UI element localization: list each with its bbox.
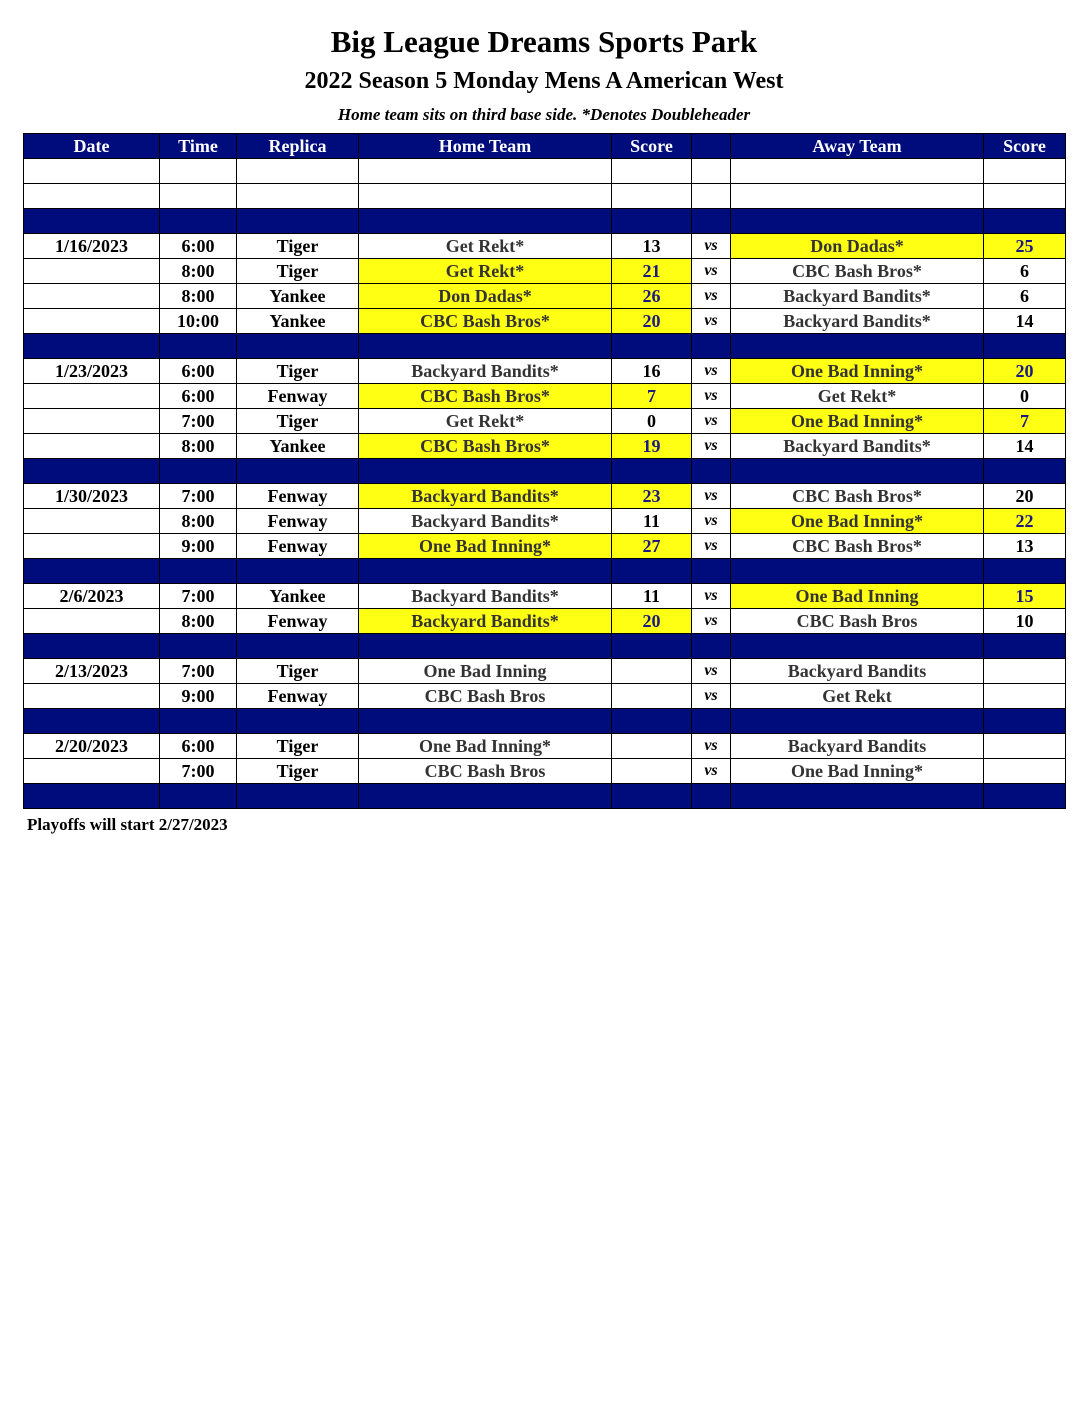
home-score-cell: 19	[612, 434, 692, 459]
away-score-cell: 22	[984, 509, 1066, 534]
separator-cell	[359, 784, 612, 809]
replica-cell: Tiger	[237, 409, 359, 434]
away-score-cell: 20	[984, 359, 1066, 384]
away-team-cell: Backyard Bandits	[731, 734, 984, 759]
away-score-cell: 13	[984, 534, 1066, 559]
schedule-note: Home team sits on third base side. *Denotes Doubleheader	[337, 105, 751, 124]
separator-cell	[612, 634, 692, 659]
separator-cell	[160, 459, 237, 484]
replica-cell: Tiger	[237, 259, 359, 284]
game-row	[24, 684, 1066, 709]
separator-cell	[612, 559, 692, 584]
col-home-score: Score	[612, 134, 692, 159]
game-row	[24, 409, 1066, 434]
separator-cell	[612, 209, 692, 234]
page-subtitle: 2022 Season 5 Monday Mens A American West	[304, 68, 784, 94]
replica-cell: Fenway	[237, 384, 359, 409]
week-separator-row	[24, 334, 1066, 359]
separator-cell	[731, 559, 984, 584]
col-date: Date	[24, 134, 160, 159]
separator-cell	[692, 334, 731, 359]
blank-cell	[24, 184, 160, 209]
home-score-cell: 11	[612, 584, 692, 609]
home-team-cell: One Bad Inning	[359, 659, 612, 684]
home-team-cell: Backyard Bandits*	[359, 484, 612, 509]
separator-cell	[24, 459, 160, 484]
date-cell	[24, 384, 160, 409]
separator-cell	[612, 784, 692, 809]
home-team-cell: Backyard Bandits*	[359, 509, 612, 534]
date-cell: 1/23/2023	[24, 359, 160, 384]
away-team-cell: Backyard Bandits*	[731, 434, 984, 459]
time-cell: 7:00	[160, 484, 237, 509]
separator-cell	[160, 634, 237, 659]
time-cell: 6:00	[160, 734, 237, 759]
time-cell: 7:00	[160, 659, 237, 684]
blank-cell	[692, 184, 731, 209]
time-cell: 10:00	[160, 309, 237, 334]
separator-cell	[160, 559, 237, 584]
separator-cell	[160, 709, 237, 734]
away-team-cell: Get Rekt*	[731, 384, 984, 409]
separator-cell	[731, 334, 984, 359]
vs-cell: vs	[692, 584, 731, 609]
schedule-table	[23, 133, 1066, 809]
separator-cell	[237, 459, 359, 484]
col-away-score: Score	[984, 134, 1066, 159]
time-cell: 8:00	[160, 509, 237, 534]
game-row	[24, 284, 1066, 309]
replica-cell: Tiger	[237, 359, 359, 384]
blank-cell	[237, 159, 359, 184]
vs-cell: vs	[692, 534, 731, 559]
away-team-cell: CBC Bash Bros*	[731, 534, 984, 559]
separator-cell	[160, 784, 237, 809]
game-row	[24, 659, 1066, 684]
vs-cell: vs	[692, 259, 731, 284]
vs-cell: vs	[692, 484, 731, 509]
date-cell: 2/6/2023	[24, 584, 160, 609]
separator-cell	[359, 709, 612, 734]
home-team-cell: Backyard Bandits*	[359, 584, 612, 609]
separator-cell	[359, 634, 612, 659]
blank-cell	[731, 159, 984, 184]
home-team-cell: CBC Bash Bros*	[359, 384, 612, 409]
away-score-cell: 14	[984, 434, 1066, 459]
home-score-cell: 26	[612, 284, 692, 309]
home-team-cell: CBC Bash Bros	[359, 684, 612, 709]
blank-cell	[359, 159, 612, 184]
separator-cell	[731, 634, 984, 659]
home-team-cell: Backyard Bandits*	[359, 609, 612, 634]
separator-cell	[692, 559, 731, 584]
separator-cell	[984, 559, 1066, 584]
game-row	[24, 509, 1066, 534]
vs-cell: vs	[692, 509, 731, 534]
time-cell: 7:00	[160, 409, 237, 434]
game-row	[24, 584, 1066, 609]
separator-cell	[160, 334, 237, 359]
blank-cell	[359, 184, 612, 209]
home-score-cell: 20	[612, 309, 692, 334]
home-team-cell: CBC Bash Bros*	[359, 309, 612, 334]
blank-cell	[612, 159, 692, 184]
date-cell	[24, 434, 160, 459]
separator-cell	[24, 784, 160, 809]
col-vs	[692, 134, 731, 159]
away-team-cell: Backyard Bandits	[731, 659, 984, 684]
home-team-cell: CBC Bash Bros	[359, 759, 612, 784]
away-score-cell: 14	[984, 309, 1066, 334]
away-score-cell: 15	[984, 584, 1066, 609]
game-row	[24, 359, 1066, 384]
col-time: Time	[160, 134, 237, 159]
blank-cell	[984, 184, 1066, 209]
date-cell	[24, 534, 160, 559]
week-separator-row	[24, 559, 1066, 584]
week-separator-row	[24, 784, 1066, 809]
blank-cell	[692, 159, 731, 184]
separator-cell	[24, 209, 160, 234]
week-separator-row	[24, 634, 1066, 659]
separator-cell	[692, 459, 731, 484]
separator-cell	[612, 709, 692, 734]
separator-cell	[160, 209, 237, 234]
away-team-cell: One Bad Inning	[731, 584, 984, 609]
replica-cell: Tiger	[237, 659, 359, 684]
vs-cell: vs	[692, 384, 731, 409]
separator-cell	[692, 709, 731, 734]
time-cell: 9:00	[160, 534, 237, 559]
separator-cell	[984, 209, 1066, 234]
date-cell	[24, 309, 160, 334]
blank-row	[24, 159, 1066, 184]
away-score-cell	[984, 659, 1066, 684]
home-score-cell: 0	[612, 409, 692, 434]
separator-cell	[359, 459, 612, 484]
col-replica: Replica	[237, 134, 359, 159]
date-cell	[24, 609, 160, 634]
date-cell	[24, 509, 160, 534]
away-team-cell: CBC Bash Bros	[731, 609, 984, 634]
vs-cell: vs	[692, 684, 731, 709]
blank-cell	[160, 159, 237, 184]
time-cell: 7:00	[160, 759, 237, 784]
home-team-cell: One Bad Inning*	[359, 734, 612, 759]
replica-cell: Fenway	[237, 609, 359, 634]
separator-cell	[612, 334, 692, 359]
away-score-cell: 7	[984, 409, 1066, 434]
away-team-cell: One Bad Inning*	[731, 759, 984, 784]
blank-cell	[160, 184, 237, 209]
col-away-team: Away Team	[731, 134, 984, 159]
home-score-cell: 21	[612, 259, 692, 284]
away-score-cell	[984, 684, 1066, 709]
separator-cell	[984, 459, 1066, 484]
home-score-cell: 23	[612, 484, 692, 509]
replica-cell: Yankee	[237, 309, 359, 334]
date-cell: 2/20/2023	[24, 734, 160, 759]
playoffs-note: Playoffs will start 2/27/2023	[27, 815, 228, 834]
separator-cell	[237, 559, 359, 584]
date-cell	[24, 759, 160, 784]
time-cell: 6:00	[160, 384, 237, 409]
replica-cell: Tiger	[237, 759, 359, 784]
separator-cell	[984, 709, 1066, 734]
col-home-team: Home Team	[359, 134, 612, 159]
blank-cell	[984, 159, 1066, 184]
home-score-cell	[612, 684, 692, 709]
separator-cell	[359, 334, 612, 359]
game-row	[24, 384, 1066, 409]
separator-cell	[237, 784, 359, 809]
blank-cell	[731, 184, 984, 209]
game-row	[24, 534, 1066, 559]
away-score-cell: 20	[984, 484, 1066, 509]
away-score-cell: 6	[984, 284, 1066, 309]
replica-cell: Tiger	[237, 734, 359, 759]
date-cell	[24, 259, 160, 284]
game-row	[24, 309, 1066, 334]
time-cell: 6:00	[160, 234, 237, 259]
home-score-cell: 27	[612, 534, 692, 559]
away-team-cell: Backyard Bandits*	[731, 284, 984, 309]
blank-row	[24, 184, 1066, 209]
blank-cell	[24, 159, 160, 184]
separator-cell	[692, 634, 731, 659]
replica-cell: Fenway	[237, 484, 359, 509]
separator-cell	[731, 209, 984, 234]
time-cell: 8:00	[160, 284, 237, 309]
time-cell: 8:00	[160, 434, 237, 459]
home-score-cell: 7	[612, 384, 692, 409]
separator-cell	[24, 334, 160, 359]
date-cell	[24, 684, 160, 709]
separator-cell	[731, 784, 984, 809]
blank-cell	[612, 184, 692, 209]
separator-cell	[237, 209, 359, 234]
date-cell: 1/30/2023	[24, 484, 160, 509]
vs-cell: vs	[692, 659, 731, 684]
separator-cell	[359, 559, 612, 584]
week-separator-row	[24, 709, 1066, 734]
date-cell: 1/16/2023	[24, 234, 160, 259]
separator-cell	[731, 459, 984, 484]
game-row	[24, 434, 1066, 459]
away-score-cell: 6	[984, 259, 1066, 284]
home-team-cell: One Bad Inning*	[359, 534, 612, 559]
away-team-cell: CBC Bash Bros*	[731, 484, 984, 509]
date-cell	[24, 409, 160, 434]
separator-cell	[984, 634, 1066, 659]
home-score-cell	[612, 759, 692, 784]
game-row	[24, 484, 1066, 509]
vs-cell: vs	[692, 734, 731, 759]
vs-cell: vs	[692, 434, 731, 459]
vs-cell: vs	[692, 359, 731, 384]
separator-cell	[692, 209, 731, 234]
away-team-cell: Get Rekt	[731, 684, 984, 709]
separator-cell	[237, 634, 359, 659]
away-score-cell: 25	[984, 234, 1066, 259]
replica-cell: Fenway	[237, 509, 359, 534]
away-team-cell: CBC Bash Bros*	[731, 259, 984, 284]
away-team-cell: One Bad Inning*	[731, 409, 984, 434]
replica-cell: Tiger	[237, 234, 359, 259]
date-cell	[24, 284, 160, 309]
separator-cell	[24, 634, 160, 659]
time-cell: 8:00	[160, 259, 237, 284]
vs-cell: vs	[692, 309, 731, 334]
week-separator-row	[24, 459, 1066, 484]
home-score-cell: 11	[612, 509, 692, 534]
time-cell: 8:00	[160, 609, 237, 634]
vs-cell: vs	[692, 234, 731, 259]
separator-cell	[984, 784, 1066, 809]
replica-cell: Fenway	[237, 684, 359, 709]
separator-cell	[237, 709, 359, 734]
game-row	[24, 734, 1066, 759]
away-team-cell: Backyard Bandits*	[731, 309, 984, 334]
away-score-cell	[984, 759, 1066, 784]
separator-cell	[612, 459, 692, 484]
header-row	[24, 134, 1066, 159]
time-cell: 7:00	[160, 584, 237, 609]
separator-cell	[24, 559, 160, 584]
page-title: Big League Dreams Sports Park	[330, 24, 758, 59]
home-score-cell: 13	[612, 234, 692, 259]
away-score-cell	[984, 734, 1066, 759]
replica-cell: Yankee	[237, 284, 359, 309]
game-row	[24, 759, 1066, 784]
separator-cell	[359, 209, 612, 234]
away-score-cell: 10	[984, 609, 1066, 634]
week-separator-row	[24, 209, 1066, 234]
home-team-cell: Don Dadas*	[359, 284, 612, 309]
date-cell: 2/13/2023	[24, 659, 160, 684]
replica-cell: Yankee	[237, 584, 359, 609]
away-team-cell: One Bad Inning*	[731, 359, 984, 384]
away-team-cell: Don Dadas*	[731, 234, 984, 259]
time-cell: 6:00	[160, 359, 237, 384]
home-team-cell: Backyard Bandits*	[359, 359, 612, 384]
home-score-cell	[612, 734, 692, 759]
away-score-cell: 0	[984, 384, 1066, 409]
game-row	[24, 609, 1066, 634]
game-row	[24, 259, 1066, 284]
vs-cell: vs	[692, 759, 731, 784]
home-team-cell: Get Rekt*	[359, 259, 612, 284]
vs-cell: vs	[692, 284, 731, 309]
replica-cell: Fenway	[237, 534, 359, 559]
vs-cell: vs	[692, 409, 731, 434]
home-score-cell: 20	[612, 609, 692, 634]
replica-cell: Yankee	[237, 434, 359, 459]
away-team-cell: One Bad Inning*	[731, 509, 984, 534]
home-team-cell: Get Rekt*	[359, 234, 612, 259]
separator-cell	[692, 784, 731, 809]
separator-cell	[24, 709, 160, 734]
separator-cell	[237, 334, 359, 359]
game-row	[24, 234, 1066, 259]
vs-cell: vs	[692, 609, 731, 634]
home-score-cell: 16	[612, 359, 692, 384]
blank-cell	[237, 184, 359, 209]
separator-cell	[731, 709, 984, 734]
home-team-cell: CBC Bash Bros*	[359, 434, 612, 459]
home-team-cell: Get Rekt*	[359, 409, 612, 434]
time-cell: 9:00	[160, 684, 237, 709]
home-score-cell	[612, 659, 692, 684]
separator-cell	[984, 334, 1066, 359]
